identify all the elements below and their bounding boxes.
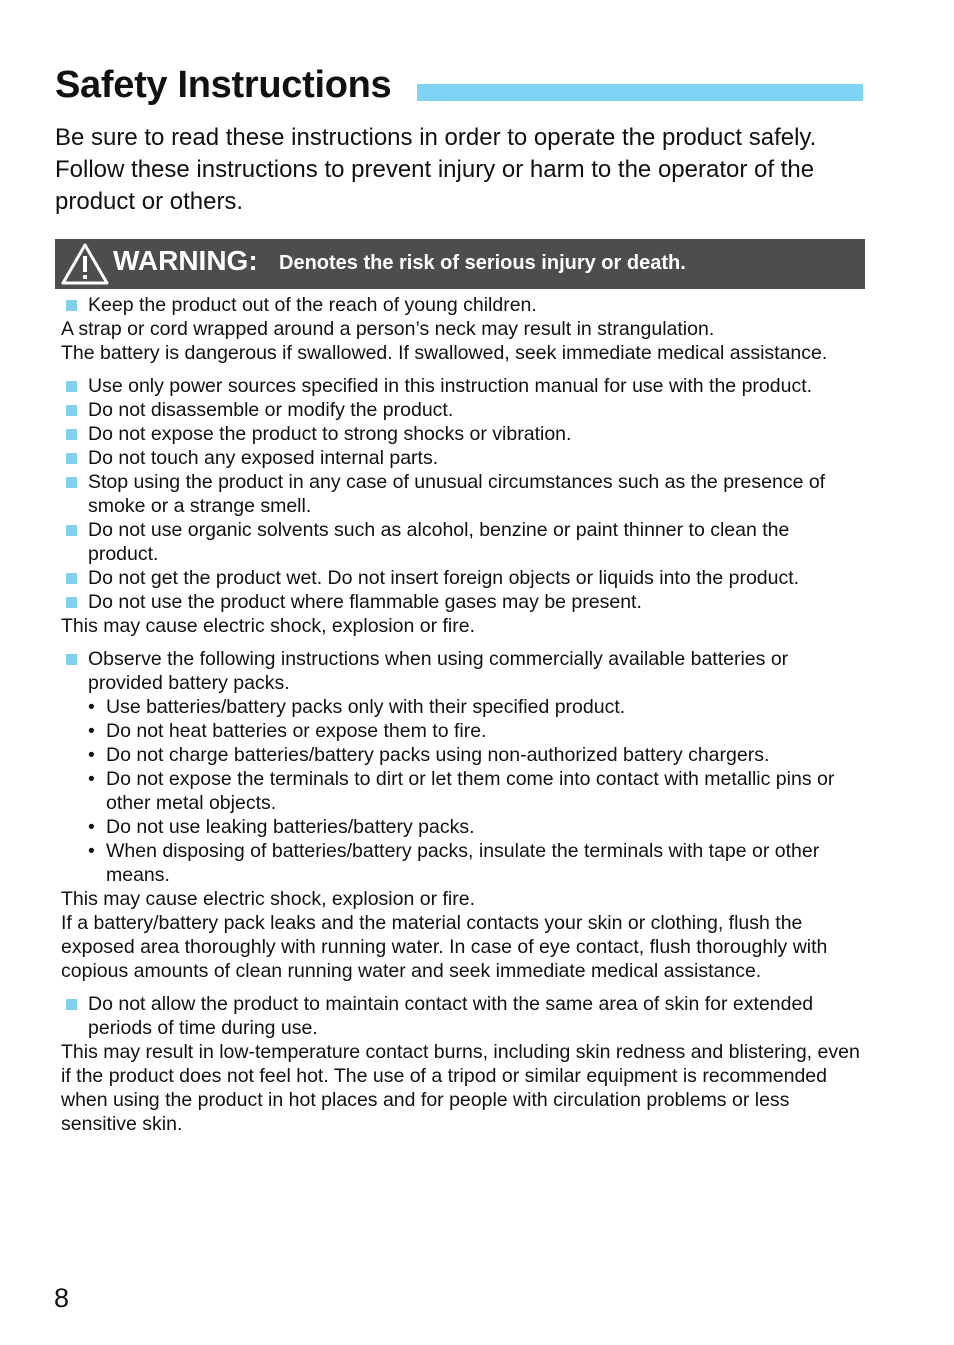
bullet-item: Use only power sources specified in this instruction manual for use with the product. [61,374,861,398]
bullet-item: Do not use the product where flammable gases may be present. [61,590,861,614]
bullet-item: Do not allow the product to maintain contact with the same area of skin for extended periods of time during use. [61,992,861,1040]
warning-triangle-icon [61,243,109,285]
page-number: 8 [54,1283,70,1313]
note-text: If a battery/battery pack leaks and the material contacts your skin or clothing, flush the exposed area thoroughly with running water. In case of eye contact, flush thoroughly with copious amounts of clean running water and seek immediate medical assistance. [61,912,828,982]
bullet-item: Stop using the product in any case of unusual circumstances such as the presence of smoke or a strange smell. [61,470,861,518]
bullet-item: Keep the product out of the reach of young children. [61,293,861,317]
bullet-item: Do not touch any exposed internal parts. [61,446,861,470]
bullet-item: Do not disassemble or modify the product. [61,398,861,422]
warning-label: WARNING: [113,245,258,276]
section-power [61,374,861,638]
note-text: This may cause electric shock, explosion or fire. [61,888,475,910]
section-children [61,293,861,365]
note-text: This may result in low-temperature contact burns, including skin redness and blistering, even if the product does not feel hot. The use of a tripod or similar equipment is recommended when using the product in hot places and for people with circulation problems or less sensitive skin. [61,1041,860,1135]
title-accent-bar [417,84,863,101]
warning-banner [55,239,865,289]
intro-paragraph: Be sure to read these instructions in order to operate the product safely. Follow these instructions to prevent injury or harm to the operator of the product or others. [55,124,817,215]
sub-bullet-item: • When disposing of batteries/battery packs, insulate the terminals with tape or other means. [61,839,861,887]
note-text: The battery is dangerous if swallowed. If swallowed, seek immediate medical assistance. [61,342,828,364]
section-skin [61,992,861,1136]
note-text: This may cause electric shock, explosion or fire. [61,615,475,637]
sub-bullet-item: • Do not use leaking batteries/battery packs. [61,815,861,839]
bullet-item: Observe the following instructions when using commercially available batteries or provided battery packs. [61,647,861,695]
warning-description: Denotes the risk of serious injury or death. [279,252,686,274]
sub-bullet-item: • Do not expose the terminals to dirt or let them come into contact with metallic pins or other metal objects. [61,767,861,815]
bullet-item: Do not get the product wet. Do not insert foreign objects or liquids into the product. [61,566,861,590]
sub-bullet-item: • Use batteries/battery packs only with their specified product. [61,695,861,719]
instructions-body [61,293,861,1145]
title-row [55,64,865,112]
note-text: A strap or cord wrapped around a person’s neck may result in strangulation. [61,318,715,340]
section-batteries [61,647,861,983]
bullet-item: Do not use organic solvents such as alcohol, benzine or paint thinner to clean the product. [61,518,861,566]
page-title: Safety Instructions [55,64,392,106]
sub-bullet-item: • Do not heat batteries or expose them to fire. [61,719,861,743]
sub-bullet-item: • Do not charge batteries/battery packs using non-authorized battery chargers. [61,743,861,767]
bullet-item: Do not expose the product to strong shocks or vibration. [61,422,861,446]
